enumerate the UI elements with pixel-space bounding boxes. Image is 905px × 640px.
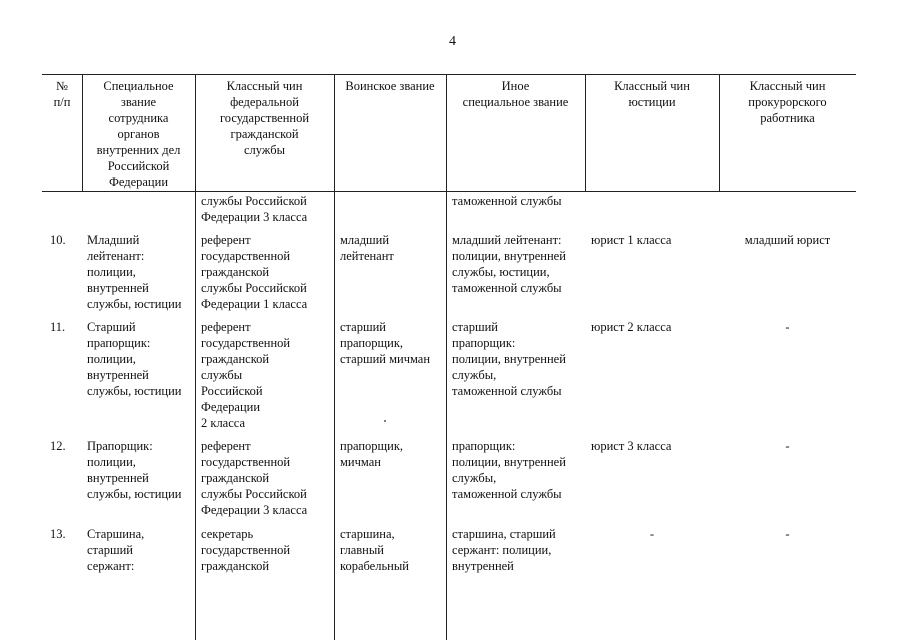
row-12-num: 12. — [50, 439, 66, 453]
row-13-num: 13. — [50, 527, 66, 541]
row-12-prosecutor: - — [785, 439, 790, 453]
header-num: № п/п — [53, 79, 71, 109]
row-12-other: прапорщик: полиции, внутренней службы, таможенной службы — [452, 439, 566, 501]
column-divider — [446, 74, 447, 640]
page-number: 4 — [449, 34, 456, 49]
row-10-special: Младший лейтенант: полиции, внутренней службы, юстиции — [87, 233, 182, 311]
row-12-justice: юрист 3 класса — [591, 439, 672, 453]
row-12-special: Прапорщик: полиции, внутренней службы, юстиции — [87, 439, 182, 501]
row-10-prosecutor: младший юрист — [744, 233, 831, 247]
rank-correspondence-table — [42, 74, 856, 640]
table-top-rule — [42, 74, 856, 75]
header-military-rank: Воинское звание — [345, 79, 435, 93]
header-bottom-rule — [42, 191, 856, 192]
row-13-military: старшина, главный корабельный — [340, 527, 409, 573]
header-prosecutor-rank: Классный чин прокурорского работника — [748, 79, 827, 125]
row-11-prosecutor: - — [785, 320, 790, 334]
continuation-other: таможенной службы — [452, 194, 562, 208]
header-justice-rank: Классный чин юстиции — [614, 79, 690, 109]
row-11-other: старший прапорщик: полиции, внутренней службы, таможенной службы — [452, 320, 566, 398]
column-divider — [334, 74, 335, 640]
row-10-num: 10. — [50, 233, 66, 247]
row-10-other: младший лейтенант: полиции, внутренней службы, юстиции, таможенной службы — [452, 233, 566, 295]
row-13-prosecutor: - — [785, 527, 790, 541]
row-10-civil: референт государственной гражданской службы Российской Федерации 1 класса — [201, 233, 308, 311]
row-13-special: Старшина, старший сержант: — [87, 527, 145, 573]
header-civil-rank: Классный чин федеральной государственной гражданской службы — [219, 79, 310, 157]
row-11-military: старший прапорщик, старший мичман — [340, 320, 431, 366]
header-other-rank: Иное специальное звание — [462, 79, 569, 109]
row-11-civil: референт государственной гражданской службы Российской Федерации 2 класса — [201, 320, 291, 430]
row-13-justice: - — [649, 527, 655, 541]
continuation-civil: службы Российской Федерации 3 класса — [201, 194, 308, 224]
row-12-civil: референт государственной гражданской службы Российской Федерации 3 класса — [201, 439, 308, 517]
scan-speck — [384, 420, 386, 422]
row-11-num: 11. — [50, 320, 66, 334]
row-11-special: Старший прапорщик: полиции, внутренней службы, юстиции — [87, 320, 182, 398]
row-12-military: прапорщик, мичман — [340, 439, 404, 469]
row-10-justice: юрист 1 класса — [591, 233, 672, 247]
row-10-military: младший лейтенант — [340, 233, 394, 263]
header-special-rank: Специальное звание сотрудника органов внутренних дел Российской Федерации — [96, 79, 181, 189]
row-11-justice: юрист 2 класса — [591, 320, 672, 334]
row-13-civil: секретарь государственной гражданской — [201, 527, 291, 573]
row-13-other: старшина, старший сержант: полиции, внутренней — [452, 527, 556, 573]
column-divider — [195, 74, 196, 640]
